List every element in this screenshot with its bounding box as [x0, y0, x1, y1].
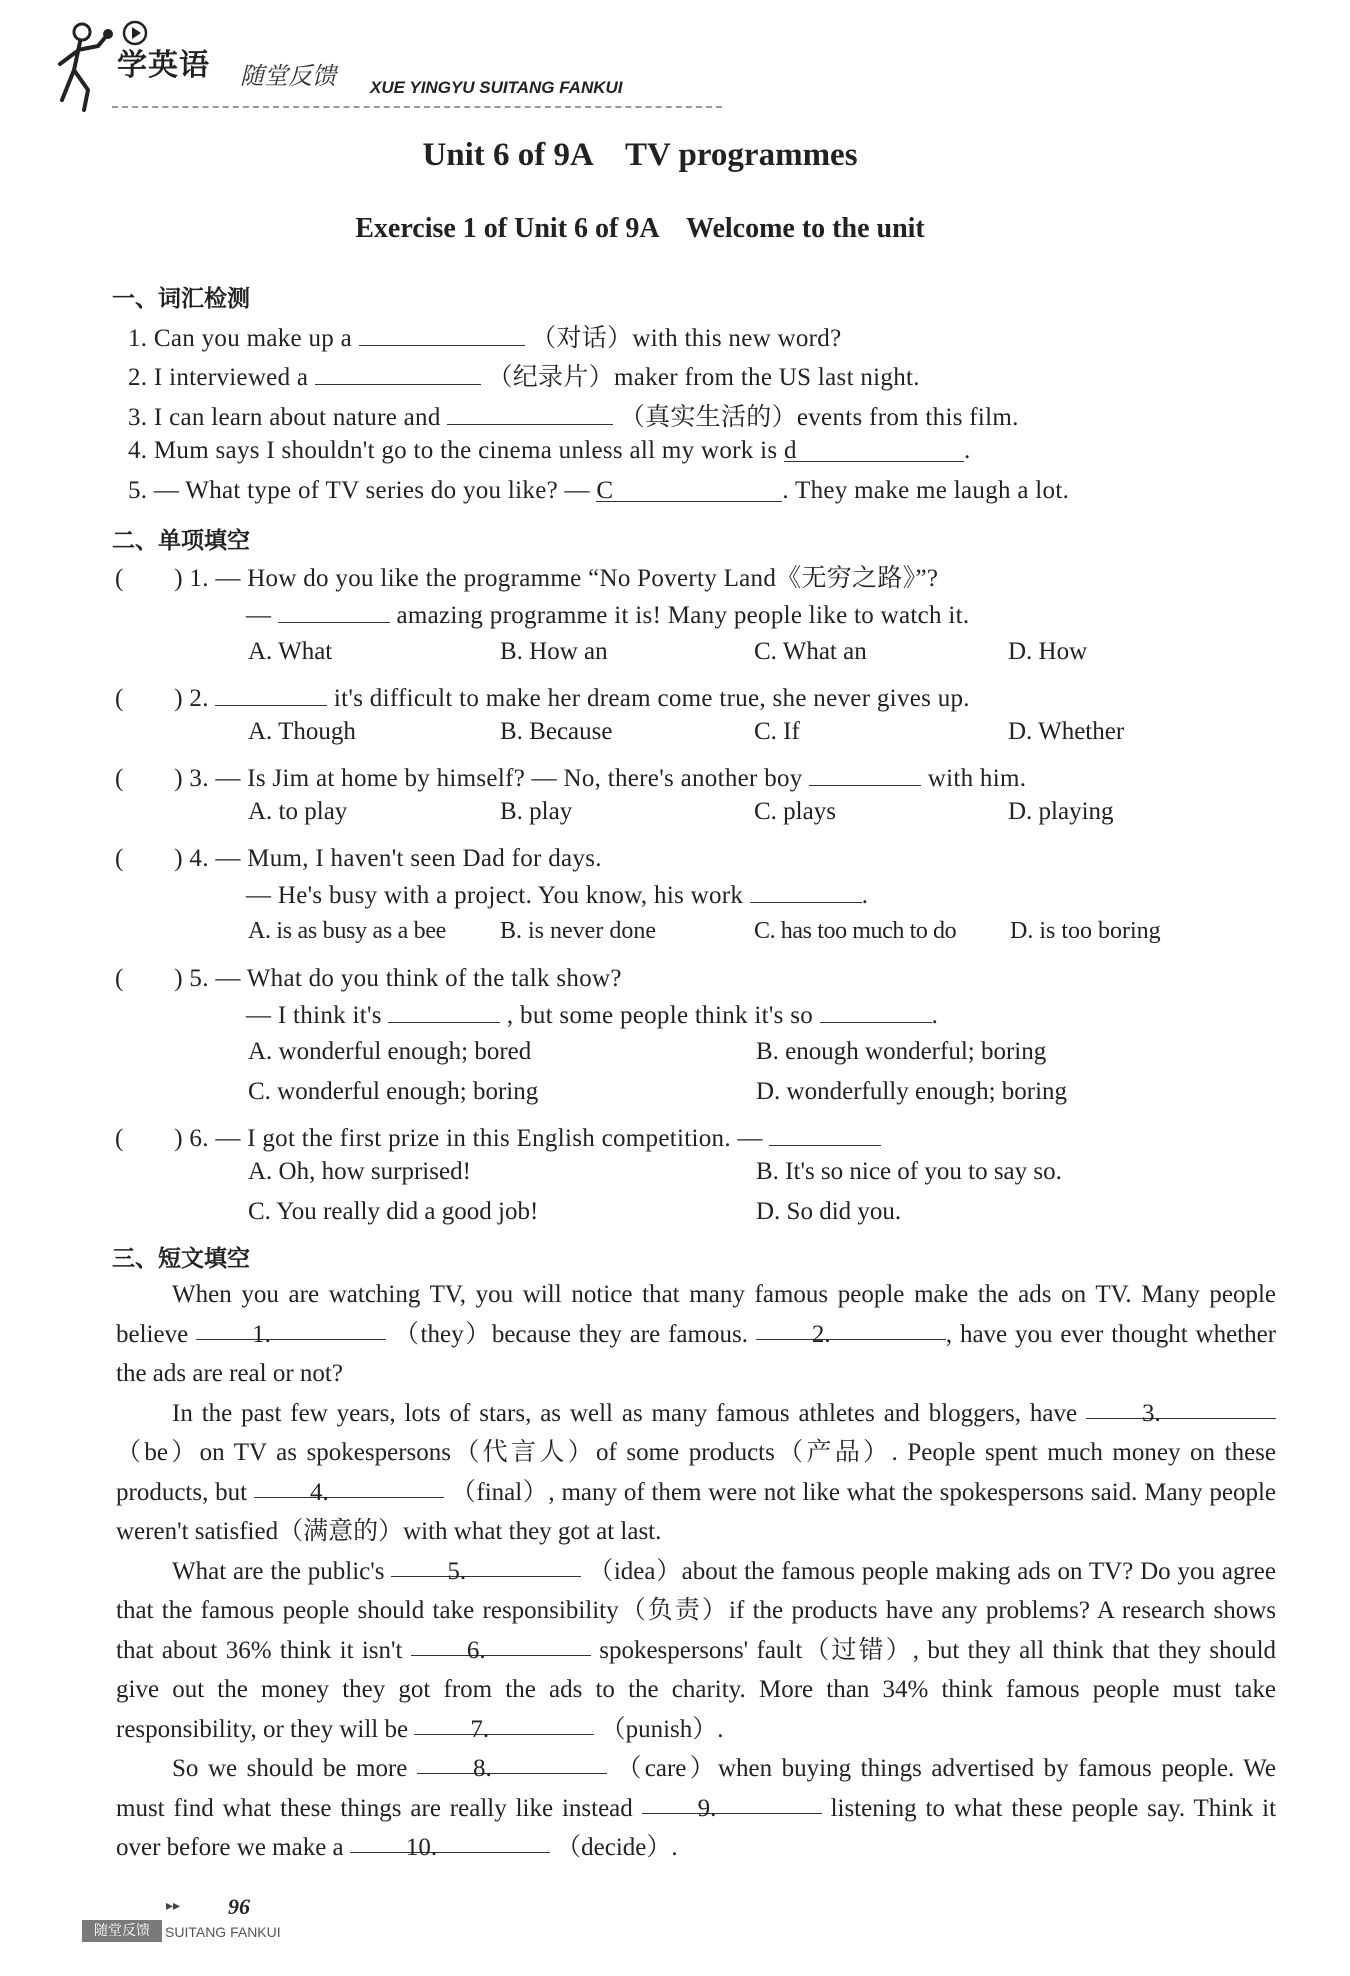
option-b: B. play [500, 798, 573, 825]
option-c: C. plays [754, 798, 836, 825]
mc-question-5-line2: — I think it's , but some people think it's so . [246, 998, 938, 1030]
answer-blank-6[interactable]: 6. [411, 1631, 591, 1656]
vocab-item-3: 3. I can learn about nature and （真实生活的）events from this film. [128, 397, 1019, 433]
page-number: 96 [228, 1894, 250, 1919]
answer-bracket[interactable]: ( ) [115, 1125, 183, 1152]
passage [116, 1275, 1276, 1868]
answer-blank-8[interactable]: 8. [417, 1749, 607, 1774]
passage-paragraph-1: When you are watching TV, you will notice that many famous people make the ads on TV. Many people believe 1. （they）because they are famous. 2. , have you ever thought whether the ads are real or not? [116, 1281, 1277, 1387]
brand-cn: 学英语 [117, 48, 210, 83]
answer-bracket[interactable]: ( ) [115, 565, 183, 592]
answer-blank[interactable] [278, 598, 390, 623]
answer-blank[interactable]: C [596, 477, 782, 502]
answer-blank-7[interactable]: 7. [414, 1710, 594, 1735]
option-d: D. playing [1008, 798, 1114, 825]
mc-question-4-line2: — He's busy with a project. You know, his work . [246, 878, 868, 910]
brand-cn-sub: 随堂反馈 [240, 62, 336, 90]
answer-blank-4[interactable]: 4. [254, 1473, 444, 1498]
option-d: D. wonderfully enough; boring [756, 1078, 1068, 1105]
option-a: A. wonderful enough; bored [248, 1038, 532, 1065]
option-c: C. What an [754, 638, 867, 665]
option-d: D. So did you. [756, 1198, 902, 1225]
answer-blank[interactable] [315, 360, 481, 385]
mc-question-6: ( ) 6. — I got the first prize in this English competition. — [115, 1118, 881, 1154]
section-vocab-heading: 一、词汇检测 [112, 286, 250, 312]
answer-blank[interactable] [215, 681, 327, 706]
option-a: A. is as busy as a bee [248, 918, 447, 944]
option-b: B. enough wonderful; boring [756, 1038, 1047, 1065]
option-d: D. How [1008, 638, 1088, 665]
option-b: B. How an [500, 638, 608, 665]
answer-blank[interactable] [388, 998, 500, 1023]
answer-blank-5[interactable]: 5. [391, 1552, 581, 1577]
mc-question-4: ( ) 4. — Mum, I haven't seen Dad for days. [115, 845, 602, 872]
option-a: A. Though [248, 718, 356, 745]
option-d: D. is too boring [1010, 918, 1161, 944]
option-c: C. wonderful enough; boring [248, 1078, 539, 1105]
passage-paragraph-3: What are the public's 5. （idea）about the famous people making ads on TV? Do you agree that the famous people should take responsibility（负责）if the products have any problems? A research shows that about 36% think it isn't 6. spokespersons' fault（过错）, but they all think that they should give out the money they got from the ads to the charity. More than 34% think famous people must take responsibility, or they will be 7. （punish）. [116, 1552, 1276, 1750]
option-d: D. Whether [1008, 718, 1125, 745]
brand-en: XUE YINGYU SUITANG FANKUI [370, 78, 623, 97]
answer-bracket[interactable]: ( ) [115, 765, 183, 792]
vocab-item-2: 2. I interviewed a （纪录片）maker from the US last night. [128, 357, 920, 393]
footer-label-en: SUITANG FANKUI [165, 1924, 281, 1940]
option-c: C. If [754, 718, 800, 745]
double-arrow-icon: ▸▸ [166, 1898, 181, 1914]
exercise-title: Exercise 1 of Unit 6 of 9A Welcome to the unit [355, 213, 925, 244]
option-b: B. It's so nice of you to say so. [756, 1158, 1062, 1185]
answer-blank[interactable]: d [784, 437, 964, 462]
vocab-item-4: 4. Mum says I shouldn't go to the cinema unless all my work is d . [128, 437, 971, 464]
answer-blank[interactable] [447, 400, 613, 425]
answer-bracket[interactable]: ( ) [115, 845, 183, 872]
option-a: A. to play [248, 798, 348, 825]
answer-blank-10[interactable]: 10. [350, 1828, 550, 1853]
answer-bracket[interactable]: ( ) [115, 685, 183, 712]
answer-blank-3[interactable]: 3. [1086, 1394, 1276, 1419]
header-divider [112, 106, 722, 108]
answer-bracket[interactable]: ( ) [115, 965, 183, 992]
answer-blank-1[interactable]: 1. [196, 1315, 386, 1340]
answer-blank[interactable] [820, 998, 932, 1023]
runner-icon [52, 20, 114, 112]
mc-question-2: ( ) 2. it's difficult to make her dream come true, she never gives up. [115, 678, 970, 714]
passage-paragraph-4: So we should be more 8. （care）when buying things advertised by famous people. We must find what these things are really like instead 9. listening to what these people say. Think it over before we make a 10. （decide）. [116, 1749, 1276, 1868]
answer-blank[interactable] [809, 761, 921, 786]
option-a: A. Oh, how surprised! [248, 1158, 471, 1185]
mc-question-5: ( ) 5. — What do you think of the talk show? [115, 965, 622, 992]
header-logo [52, 18, 672, 118]
option-b: B. Because [500, 718, 613, 745]
mc-question-1-line2: — amazing programme it is! Many people like to watch it. [246, 598, 969, 630]
section-passage-heading: 三、短文填空 [112, 1246, 250, 1272]
vocab-item-1: 1. Can you make up a （对话）with this new word? [128, 318, 841, 354]
answer-blank-2[interactable]: 2. [756, 1315, 946, 1340]
option-c: C. You really did a good job! [248, 1198, 539, 1225]
mc-question-3: ( ) 3. — Is Jim at home by himself? — No, there's another boy with him. [115, 758, 1026, 794]
option-c: C. has too much to do [754, 918, 957, 944]
answer-blank[interactable] [750, 878, 862, 903]
answer-blank-9[interactable]: 9. [642, 1789, 822, 1814]
section-mc-heading: 二、单项填空 [112, 528, 250, 554]
option-a: A. What [248, 638, 333, 665]
vocab-item-5: 5. — What type of TV series do you like? — C . They make me laugh a lot. [128, 477, 1070, 504]
option-b: B. is never done [500, 918, 656, 944]
mc-question-1: ( ) 1. — How do you like the programme “No Poverty Land《无穷之路》”? [115, 565, 939, 592]
answer-blank[interactable] [359, 321, 525, 346]
footer-label: 随堂反馈 [82, 1920, 162, 1942]
passage-paragraph-2: In the past few years, lots of stars, as well as many famous athletes and bloggers, have 3. （be）on TV as spokespersons（代言人）of some products（产品）. People spent much money on these products, but 4. （final）, many of them were not like what the spokespersons said. Many people weren't satisfied（满意的）with what they got at last. [116, 1394, 1276, 1552]
page-title: Unit 6 of 9A TV programmes [422, 137, 858, 173]
answer-blank[interactable] [769, 1121, 881, 1146]
